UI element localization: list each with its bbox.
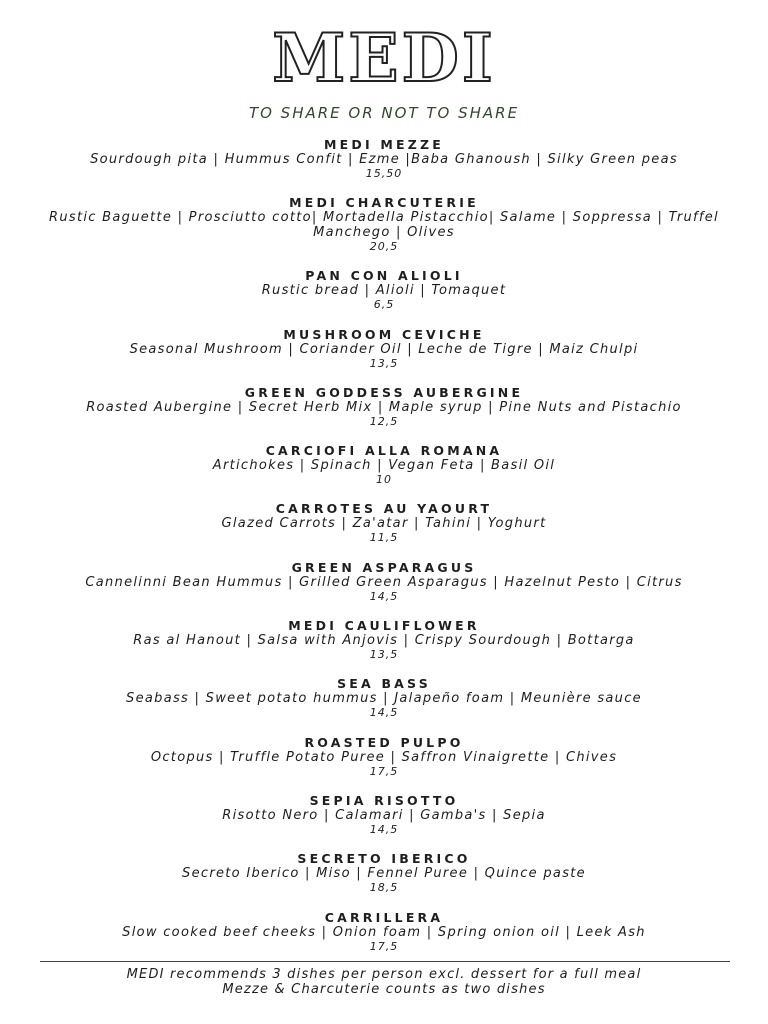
menu-list [0,137,768,968]
menu-item-roasted-pulpo [0,735,768,793]
menu-item-carrillera [0,910,768,968]
item-description: Octopus | Truffle Potato Puree | Saffron Vinaigrette | Chives [150,749,618,765]
menu-item-carciofi-alla-romana [0,443,768,501]
menu-item-medi-cauliflower [0,618,768,676]
restaurant-logo: MEDI [272,19,496,97]
item-name: GREEN GODDESS AUBERGINE [244,384,524,400]
footer-line-recommendation: MEDI recommends 3 dishes per person excl. dessert for a full meal [126,967,642,982]
item-price: 13,5 [369,648,399,662]
item-name: PAN CON ALIOLI [305,268,463,284]
item-description: Slow cooked beef cheeks | Onion foam | Spring onion oil | Leek Ash [122,924,646,940]
item-description: Glazed Carrots | Za'atar | Tahini | Yoghurt [221,516,547,532]
menu-item-pan-con-alioli [0,268,768,326]
menu-item-green-goddess-aubergine [0,385,768,443]
item-price: 14,5 [369,706,399,720]
item-price: 17,5 [369,939,399,953]
item-price: 20,5 [369,240,399,254]
item-price: 13,5 [369,356,399,370]
item-name: SECRETO IBERICO [297,851,471,867]
item-price: 11,5 [369,531,399,545]
item-description: Seasonal Mushroom | Coriander Oil | Leche de Tigre | Maiz Chulpi [129,341,639,357]
item-price: 15,50 [365,167,403,180]
item-name: CARROTES AU YAOURT [275,501,493,517]
item-price: 6,5 [373,298,395,312]
footer-line-sharing: Mezze & Charcuterie counts as two dishes [222,982,546,997]
item-name: MEDI MEZZE [323,137,444,152]
item-description: Risotto Nero | Calamari | Gamba's | Sepia [222,807,546,823]
menu-item-sea-bass [0,676,768,734]
item-price: 14,5 [369,822,399,836]
item-description: Cannelinni Bean Hummus | Grilled Green Asparagus | Hazelnut Pesto | Citrus [85,574,683,590]
item-description: Ras al Hanout | Salsa with Anjovis | Crispy Sourdough | Bottarga [133,633,635,649]
menu-item-sepia-risotto [0,793,768,851]
menu-tagline: TO SHARE OR NOT TO SHARE [248,104,520,122]
item-price: 14,5 [369,589,399,603]
item-name: CARRILLERA [324,909,444,925]
item-description: Artichokes | Spinach | Vegan Feta | Basil Oil [212,458,556,474]
item-description: Rustic bread | Alioli | Tomaquet [261,283,507,299]
item-price: 10 [376,473,392,487]
item-price: 17,5 [369,764,399,778]
item-name: MEDI CHARCUTERIE [289,195,479,211]
menu-item-green-asparagus [0,560,768,618]
item-description: Secreto Iberico | Miso | Fennel Puree | Quince paste [182,866,586,882]
item-name: GREEN ASPARAGUS [291,559,477,575]
item-name: ROASTED PULPO [304,734,464,750]
item-name: MUSHROOM CEVICHE [283,326,485,342]
item-description: Roasted Aubergine | Secret Herb Mix | Maple syrup | Pine Nuts and Pistachio [86,399,682,415]
menu-item-mushroom-ceviche [0,327,768,385]
item-name: SEPIA RISOTTO [309,792,459,808]
menu-item-medi-mezze [0,137,768,195]
item-name: CARCIOFI ALLA ROMANA [265,443,503,459]
footer-note [0,967,768,997]
item-name: SEA BASS [337,676,431,692]
menu-item-secreto-iberico [0,851,768,909]
footer-divider [40,961,730,962]
menu-item-carrotes-au-yaourt [0,501,768,559]
item-description: Sourdough pita | Hummus Confit | Ezme |Baba Ghanoush | Silky Green peas [90,152,678,167]
item-description: Rustic Baguette | Prosciutto cotto| Mortadella Pistacchio| Salame | Soppressa | Truffel Manchego | Olives [49,210,719,241]
item-name: MEDI CAULIFLOWER [288,618,480,634]
menu-item-medi-charcuterie [0,195,768,268]
item-price: 18,5 [369,881,399,895]
item-description: Seabass | Sweet potato hummus | Jalapeño foam | Meunière sauce [126,691,642,707]
item-price: 12,5 [369,414,399,428]
